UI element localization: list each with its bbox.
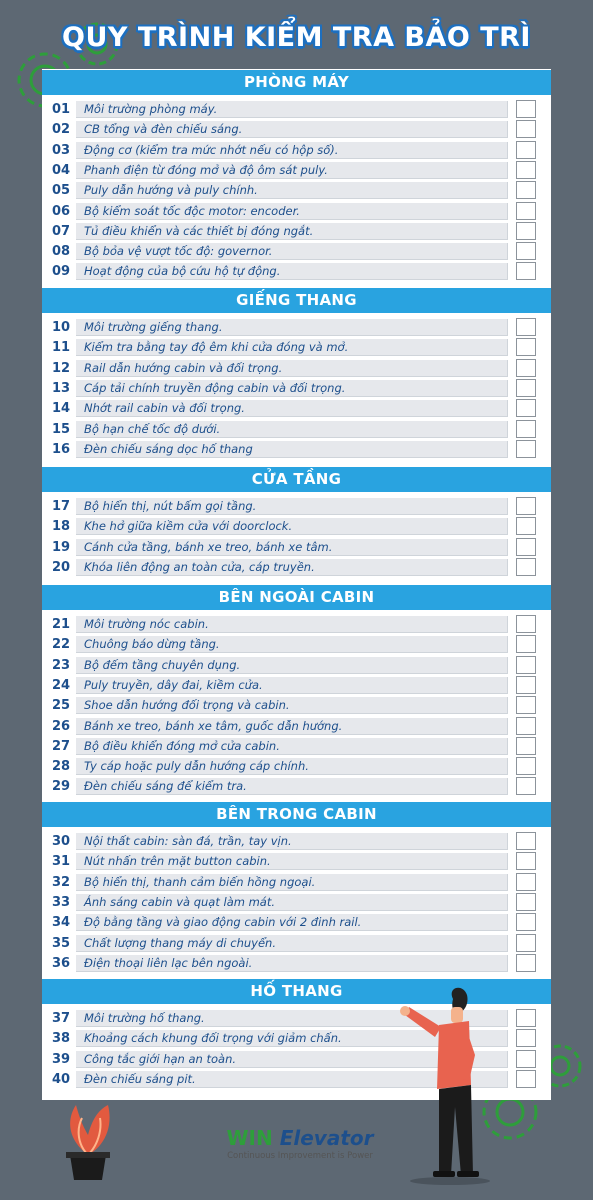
item-number: 33	[52, 894, 71, 910]
item-checkbox[interactable]	[516, 696, 536, 714]
item-text: Ánh sáng cabin và quạt làm mát.	[76, 894, 508, 911]
checklist-row	[42, 399, 551, 419]
item-checkbox[interactable]	[516, 852, 536, 870]
item-text: Đèn chiếu sáng để kiểm tra.	[76, 778, 508, 795]
item-text: Động cơ (kiểm tra mức nhớt nếu có hộp số).	[76, 142, 508, 159]
item-text: Môi trường hố thang.	[76, 1010, 508, 1027]
item-number: 29	[52, 779, 71, 795]
item-text: Bộ hạn chế tốc độ dưới.	[76, 421, 508, 438]
item-text: Bộ hiển thị, nút bấm gọi tầng.	[76, 498, 508, 515]
section-header: GIẾNG THANG	[42, 288, 551, 313]
section-header: HỐ THANG	[42, 979, 551, 1004]
checklist-row	[42, 717, 551, 737]
item-text: Kiểm tra bằng tay độ êm khi cửa đóng và mở.	[76, 339, 508, 356]
item-number: 17	[52, 499, 71, 514]
item-number: 06	[52, 203, 71, 219]
item-number: 01	[52, 102, 71, 117]
item-text: Bộ điều khiển đóng mở cửa cabin.	[76, 738, 508, 755]
item-number: 05	[52, 183, 71, 199]
item-checkbox[interactable]	[516, 359, 536, 377]
item-checkbox[interactable]	[516, 318, 536, 336]
logo-elevator: Elevator	[279, 1126, 374, 1150]
item-checkbox[interactable]	[516, 141, 536, 159]
item-number: 28	[52, 759, 71, 775]
checklist-row	[42, 440, 551, 460]
item-checkbox[interactable]	[516, 440, 536, 458]
checklist-row	[42, 934, 551, 954]
item-text: Ty cáp hoặc puly dẫn hướng cáp chính.	[76, 758, 508, 775]
item-checkbox[interactable]	[516, 202, 536, 220]
checklist-row	[42, 120, 551, 140]
item-text: Bộ hiển thị, thanh cảm biến hồng ngoại.	[76, 874, 508, 891]
item-number: 40	[52, 1071, 71, 1087]
item-number: 10	[52, 320, 71, 335]
item-checkbox[interactable]	[516, 558, 536, 576]
checklist-row	[42, 222, 551, 242]
checklist-row	[42, 873, 551, 893]
checklist-row	[42, 242, 551, 262]
item-text: Đèn chiếu sáng pit.	[76, 1071, 508, 1088]
item-checkbox[interactable]	[516, 379, 536, 397]
item-text: Bộ bỏa vệ vượt tốc độ: governor.	[76, 243, 508, 260]
item-text: Môi trường giếng thang.	[76, 319, 508, 336]
item-checkbox[interactable]	[516, 893, 536, 911]
checklist-row	[42, 558, 551, 578]
item-text: Môi trường phòng máy.	[76, 101, 508, 118]
item-checkbox[interactable]	[516, 181, 536, 199]
item-checkbox[interactable]	[516, 120, 536, 138]
item-number: 35	[52, 935, 71, 951]
item-text: Bộ kiểm soát tốc độc motor: encoder.	[76, 203, 508, 220]
item-number: 04	[52, 162, 71, 178]
item-checkbox[interactable]	[516, 757, 536, 775]
checklist-row	[42, 954, 551, 974]
checklist-row	[42, 497, 551, 517]
item-checkbox[interactable]	[516, 934, 536, 952]
item-number: 16	[52, 441, 71, 457]
item-text: Khe hở giữa kiềm cửa với doorclock.	[76, 518, 508, 535]
logo-win: WIN	[226, 1126, 273, 1150]
checklist-row	[42, 832, 551, 852]
item-number: 13	[52, 380, 71, 396]
item-number: 02	[52, 122, 71, 138]
item-checkbox[interactable]	[516, 242, 536, 260]
item-checkbox[interactable]	[516, 635, 536, 653]
item-checkbox[interactable]	[516, 1070, 536, 1088]
checklist-row	[42, 181, 551, 201]
item-text: Puly dẫn hướng và puly chính.	[76, 182, 508, 199]
item-text: CB tổng và đèn chiếu sáng.	[76, 121, 508, 138]
item-number: 23	[52, 657, 71, 673]
item-number: 32	[52, 874, 71, 890]
item-number: 26	[52, 718, 71, 734]
item-number: 22	[52, 637, 71, 653]
item-number: 30	[52, 834, 71, 849]
item-text: Hoạt động của bộ cứu hộ tự động.	[76, 263, 508, 280]
item-checkbox[interactable]	[516, 954, 536, 972]
checklist-row	[42, 202, 551, 222]
checklist-row	[42, 656, 551, 676]
brand-logo	[220, 1126, 380, 1161]
item-checkbox[interactable]	[516, 538, 536, 556]
item-number: 34	[52, 915, 71, 931]
item-number: 20	[52, 559, 71, 575]
item-text: Phanh điện từ đóng mở và độ ôm sát puly.	[76, 162, 508, 179]
item-text: Cánh cửa tầng, bánh xe treo, bánh xe tâm.	[76, 539, 508, 556]
item-checkbox[interactable]	[516, 262, 536, 280]
item-text: Shoe dẫn hướng đối trọng và cabin.	[76, 697, 508, 714]
item-number: 18	[52, 519, 71, 535]
item-checkbox[interactable]	[516, 832, 536, 850]
item-text: Tủ điều khiển và các thiết bị đóng ngắt.	[76, 223, 508, 240]
checklist-row	[42, 262, 551, 282]
checklist-row	[42, 757, 551, 777]
item-text: Khóa liên động an toàn cửa, cáp truyền.	[76, 559, 508, 576]
item-number: 15	[52, 421, 71, 437]
section-header: CỬA TẦNG	[42, 467, 551, 492]
checklist-row	[42, 777, 551, 797]
item-checkbox[interactable]	[516, 656, 536, 674]
item-number: 25	[52, 698, 71, 714]
item-text: Rail dẫn hướng cabin và đối trọng.	[76, 360, 508, 377]
checklist-row	[42, 913, 551, 933]
item-number: 21	[52, 617, 71, 632]
person-illustration	[395, 985, 495, 1185]
checklist-row	[42, 359, 551, 379]
item-number: 11	[52, 340, 71, 356]
checklist-row	[42, 100, 551, 120]
checklist-row	[42, 696, 551, 716]
checklist-row	[42, 538, 551, 558]
item-checkbox[interactable]	[516, 676, 536, 694]
checklist-row	[42, 635, 551, 655]
item-checkbox[interactable]	[516, 1009, 536, 1027]
item-checkbox[interactable]	[516, 517, 536, 535]
item-checkbox[interactable]	[516, 100, 536, 118]
checklist-row	[42, 615, 551, 635]
item-checkbox[interactable]	[516, 615, 536, 633]
item-number: 39	[52, 1051, 71, 1067]
section-header: PHÒNG MÁY	[42, 70, 551, 95]
checklist-row	[42, 338, 551, 358]
item-text: Khoảng cách khung đối trọng với giảm chấn.	[76, 1030, 508, 1047]
logo-tagline: Continuous Improvement is Power	[227, 1151, 373, 1161]
item-number: 12	[52, 360, 71, 376]
item-number: 14	[52, 401, 71, 417]
item-checkbox[interactable]	[516, 717, 536, 735]
item-text: Bánh xe treo, bánh xe tâm, guốc dẫn hướng.	[76, 718, 508, 735]
item-checkbox[interactable]	[516, 497, 536, 515]
item-text: Chất lượng thang máy di chuyển.	[76, 935, 508, 952]
item-number: 08	[52, 244, 71, 260]
item-number: 19	[52, 539, 71, 555]
item-number: 38	[52, 1031, 71, 1047]
section-header: BÊN NGOÀI CABIN	[42, 585, 551, 610]
checklist-row	[42, 893, 551, 913]
item-checkbox[interactable]	[516, 1029, 536, 1047]
item-number: 09	[52, 264, 71, 280]
checklist-row	[42, 141, 551, 161]
checklist-row	[42, 318, 551, 338]
checklist-row	[42, 737, 551, 757]
item-checkbox[interactable]	[516, 1050, 536, 1068]
item-checkbox[interactable]	[516, 420, 536, 438]
item-text: Bộ đếm tầng chuyên dụng.	[76, 657, 508, 674]
item-number: 03	[52, 142, 71, 158]
item-text: Đèn chiếu sáng dọc hố thang	[76, 441, 508, 458]
item-text: Nút nhấn trên mặt button cabin.	[76, 853, 508, 870]
checklist-row	[42, 517, 551, 537]
item-checkbox[interactable]	[516, 338, 536, 356]
item-text: Nội thất cabin: sàn đá, trần, tay vịn.	[76, 833, 508, 850]
item-checkbox[interactable]	[516, 161, 536, 179]
item-number: 07	[52, 223, 71, 239]
item-number: 27	[52, 738, 71, 754]
item-checkbox[interactable]	[516, 777, 536, 795]
item-checkbox[interactable]	[516, 222, 536, 240]
item-checkbox[interactable]	[516, 913, 536, 931]
page-title: QUY TRÌNH KIỂM TRA BẢO TRÌ	[62, 22, 531, 53]
checklist-row	[42, 852, 551, 872]
item-text: Độ bằng tầng và giao động cabin với 2 đinh rail.	[76, 914, 508, 931]
item-number: 24	[52, 677, 71, 693]
section-header: BÊN TRONG CABIN	[42, 802, 551, 827]
item-number: 31	[52, 854, 71, 870]
item-text: Cáp tải chính truyền động cabin và đối trọng.	[76, 380, 508, 397]
item-text: Puly truyền, dây đai, kiềm cửa.	[76, 677, 508, 694]
item-text: Điện thoại liên lạc bên ngoài.	[76, 955, 508, 972]
checklist-row	[42, 420, 551, 440]
item-text: Môi trường nóc cabin.	[76, 616, 508, 633]
checklist-row	[42, 676, 551, 696]
item-checkbox[interactable]	[516, 399, 536, 417]
checklist-row	[42, 379, 551, 399]
item-text: Công tắc giới hạn an toàn.	[76, 1051, 508, 1068]
item-number: 36	[52, 955, 71, 971]
item-text: Chuông báo dừng tầng.	[76, 636, 508, 653]
item-number: 37	[52, 1011, 71, 1026]
item-checkbox[interactable]	[516, 737, 536, 755]
checklist-row	[42, 161, 551, 181]
item-text: Nhớt rail cabin và đối trọng.	[76, 400, 508, 417]
plant-illustration	[58, 1100, 118, 1185]
item-checkbox[interactable]	[516, 873, 536, 891]
